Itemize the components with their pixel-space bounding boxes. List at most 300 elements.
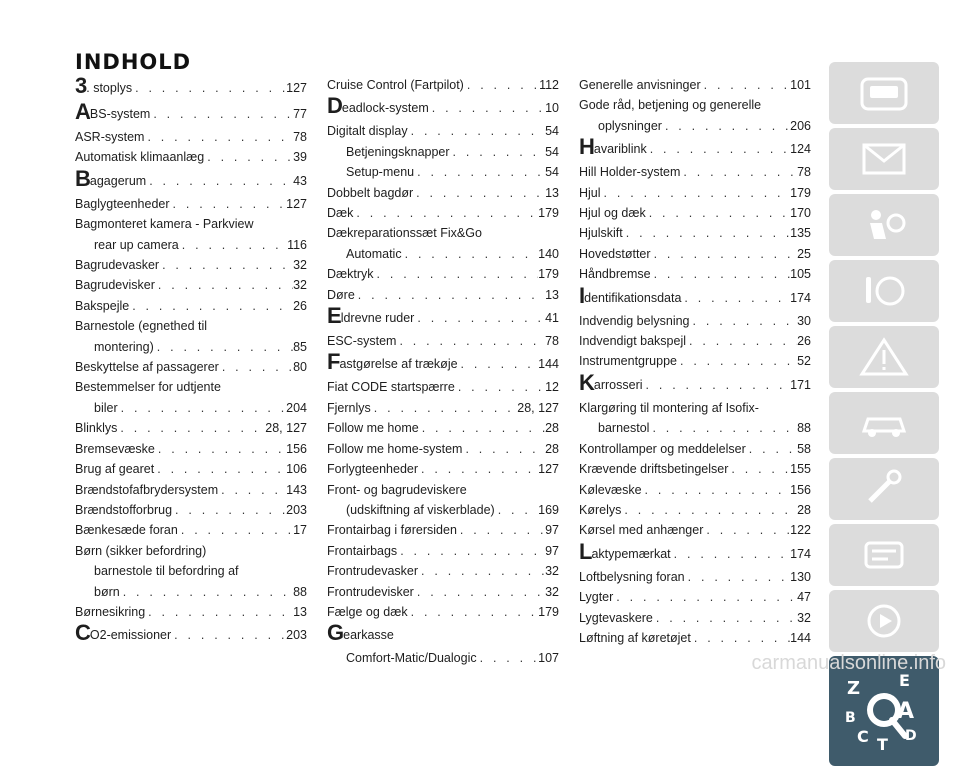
leader-dots <box>154 459 286 479</box>
index-entry <box>327 351 559 377</box>
page-number: 30 <box>797 313 811 328</box>
tools-icon <box>856 467 912 511</box>
index-entry-term: Bremsevæske <box>75 441 155 456</box>
index-entry-term: Setup-menu <box>346 165 415 180</box>
tab-maintenance[interactable] <box>829 392 939 454</box>
page-number: 140 <box>538 246 559 261</box>
index-entry-term: Instrumentgruppe <box>579 354 677 369</box>
index-entry-term: Digitalt display <box>327 124 408 139</box>
leader-dots <box>170 194 287 214</box>
page-number: 32 <box>797 610 811 625</box>
leader-dots <box>681 285 790 311</box>
page-number: 97 <box>545 523 559 538</box>
index-entry-term: Håndbremse <box>579 267 651 282</box>
page-number: 32 <box>545 564 559 579</box>
leader-dots <box>414 582 545 602</box>
page-number: 204 <box>286 400 307 415</box>
page-number: 32 <box>293 278 307 293</box>
leader-dots <box>178 520 293 540</box>
index-entry-text: aktypemærkat <box>591 546 671 561</box>
tab-dashboard[interactable] <box>829 62 939 124</box>
leader-dots <box>120 582 293 602</box>
leader-dots <box>477 648 539 668</box>
index-entry-term: Indvendigt bakspejl <box>579 334 687 349</box>
leader-dots <box>455 377 545 397</box>
index-entry-term: ASR-system <box>75 130 145 144</box>
page-number: 17 <box>293 523 307 538</box>
index-entry <box>327 459 559 479</box>
index-entry-text: BS-system <box>89 107 151 121</box>
index-entry <box>327 602 559 622</box>
index-entry <box>327 582 559 602</box>
page-number: 203 <box>286 628 307 643</box>
index-entry <box>579 541 811 567</box>
index-entry-term: Beskyttelse af passagerer <box>75 360 219 375</box>
leader-dots <box>155 439 286 459</box>
index-entry-term: Kølevæske <box>579 482 642 497</box>
index-entry-term: Dæk <box>327 206 354 221</box>
index-entry <box>75 255 307 275</box>
page-number: 28 <box>545 421 559 436</box>
tab-emergency[interactable] <box>829 326 939 388</box>
index-entry-term: Hjulskift <box>579 226 623 241</box>
tab-safety[interactable] <box>829 194 939 256</box>
page-number: 52 <box>797 354 811 369</box>
leader-dots <box>179 235 287 255</box>
page-number: 43 <box>293 173 307 188</box>
leader-dots <box>418 561 545 581</box>
leader-dots <box>418 459 538 479</box>
index-column-3 <box>579 75 811 648</box>
page-number: 179 <box>538 267 559 282</box>
page-number: 32 <box>545 584 559 599</box>
index-entry <box>579 331 811 351</box>
index-entry <box>579 351 811 371</box>
page-number: 170 <box>790 206 811 221</box>
page-number: 28, 127 <box>265 421 307 436</box>
leader-dots <box>150 101 293 127</box>
index-letter-z: Z <box>847 678 861 699</box>
index-entry-text: eadlock-system <box>341 101 429 116</box>
index-az-icon <box>839 668 929 754</box>
index-entry <box>327 398 559 418</box>
page-number: 122 <box>790 523 811 538</box>
index-entry <box>579 75 811 95</box>
leader-dots <box>703 520 790 540</box>
leader-dots <box>649 418 797 438</box>
index-letter: A <box>75 101 90 124</box>
page-number: 26 <box>293 298 307 313</box>
index-entry-text: Børn (sikker befordring) <box>75 543 207 558</box>
index-entry <box>579 116 811 136</box>
leader-dots <box>172 500 286 520</box>
leader-dots <box>623 223 790 243</box>
index-entry <box>579 480 811 500</box>
index-letter: H <box>579 136 594 160</box>
index-entry <box>75 168 307 194</box>
leader-dots <box>129 296 293 316</box>
envelope-check-icon <box>856 137 912 181</box>
index-entry-term: Bagrudevisker <box>75 278 155 293</box>
page-number: 105 <box>790 267 811 282</box>
page-number: 28, 127 <box>517 400 559 415</box>
index-entry <box>327 520 559 540</box>
index-entry-term <box>75 168 146 194</box>
leader-dots <box>662 116 790 136</box>
page-number: 127 <box>286 81 307 95</box>
index-entry <box>327 183 559 203</box>
leader-dots <box>408 121 546 141</box>
index-entry <box>327 75 559 95</box>
index-entry-term: montering) <box>94 339 154 354</box>
page-number: 13 <box>545 185 559 200</box>
index-letter: B <box>75 167 90 191</box>
leader-dots <box>374 264 539 284</box>
index-letter-d: D <box>905 728 917 744</box>
index-entry-term: (udskiftning af viskerblade) <box>346 502 495 517</box>
airbag-seat-icon <box>856 203 912 247</box>
index-entry <box>579 223 811 243</box>
index-entry <box>75 101 307 127</box>
page-number: 54 <box>545 165 559 180</box>
page-number: 13 <box>293 604 307 619</box>
index-entry-text: barnestole til befordring af <box>94 564 239 579</box>
leader-dots <box>464 75 539 95</box>
page-number: 179 <box>538 206 559 221</box>
index-entry-term: ESC-system <box>327 334 397 349</box>
tab-technical[interactable] <box>829 458 939 520</box>
index-entry-term: Hjul <box>579 185 601 200</box>
index-entry-text: Bagmonteret kamera - Parkview <box>75 217 254 232</box>
index-entry <box>579 500 811 520</box>
index-entry <box>579 162 811 182</box>
index-entry <box>579 608 811 628</box>
leader-dots <box>621 500 797 520</box>
page-number: 144 <box>790 630 811 645</box>
page-number: 156 <box>286 441 307 456</box>
leader-dots <box>218 480 286 500</box>
index-entry-text: earkasse <box>343 628 394 643</box>
leader-dots <box>219 357 293 377</box>
leader-dots <box>495 500 538 520</box>
index-entry-term: barnestol <box>598 421 650 436</box>
index-entry <box>75 459 307 479</box>
leader-dots <box>691 628 790 648</box>
index-entry-term <box>579 541 671 567</box>
leader-dots <box>204 147 293 167</box>
index-letter: D <box>327 95 342 119</box>
leader-dots <box>145 602 293 622</box>
index-entry <box>327 648 559 668</box>
index-entry <box>327 285 559 305</box>
index-entry-term: Bænkesæde foran <box>75 523 178 538</box>
leader-dots <box>144 127 293 147</box>
car-dashboard-icon <box>856 71 912 115</box>
page-number: 144 <box>538 357 559 372</box>
index-entry <box>579 628 811 648</box>
page-number: 54 <box>545 124 559 139</box>
leader-dots <box>154 337 293 357</box>
index-letter: G <box>327 620 344 646</box>
page-number: 88 <box>293 584 307 599</box>
index-letter-heading <box>327 622 559 648</box>
page-number: 88 <box>797 421 811 436</box>
index-entry-term: Frontrudevasker <box>327 564 419 579</box>
index-entry-text: Barnestole (egnethed til <box>75 319 208 334</box>
car-specs-icon <box>856 533 912 577</box>
index-entry <box>75 602 307 622</box>
index-entry-term: Dobbelt bagdør <box>327 185 414 200</box>
index-entry <box>75 398 307 418</box>
leader-dots <box>353 203 538 223</box>
page-number: 54 <box>545 144 559 159</box>
index-entry-term: Hjul og dæk <box>579 206 646 221</box>
index-entry-term: Kørsel med anhænger <box>579 523 704 538</box>
index-entry-term: Brændstofforbrug <box>75 502 173 517</box>
index-entry-term: Frontrudevisker <box>327 584 414 599</box>
index-entry-term: Automatic <box>346 246 402 261</box>
index-entry-text: astgørelse af trækøje <box>339 357 458 372</box>
page-number: 127 <box>286 196 307 211</box>
page-number: 174 <box>790 290 811 305</box>
leader-dots <box>408 602 539 622</box>
index-entry <box>327 439 559 459</box>
leader-dots <box>171 622 286 648</box>
index-entry <box>579 439 811 459</box>
index-entry-term: Fiat CODE startspærre <box>327 380 455 395</box>
index-entry-term: Frontairbags <box>327 543 398 558</box>
index-entry-text: agagerum <box>89 173 147 188</box>
leader-dots <box>396 331 545 351</box>
index-entry <box>327 561 559 581</box>
index-entry-text: dentifikationsdata <box>584 290 682 305</box>
leader-dots <box>457 520 545 540</box>
index-entry-term <box>579 136 647 162</box>
watermark: carmanualsonline.info <box>751 652 946 674</box>
index-entry-term: Bagrudevasker <box>75 258 160 273</box>
index-entry-term: Fjernlys <box>327 400 371 415</box>
index-entry-term <box>75 622 171 648</box>
index-entry-text: . stoplys <box>86 81 133 95</box>
page-number: 78 <box>293 130 307 144</box>
page-number: 101 <box>790 78 811 92</box>
index-entry-term: biler <box>94 400 118 415</box>
index-entry <box>579 587 811 607</box>
tab-specs[interactable] <box>829 524 939 586</box>
index-entry-term: Follow me home <box>327 421 419 436</box>
index-entry <box>75 418 307 438</box>
index-entry <box>75 127 307 147</box>
index-entry-term: Loftbelysning foran <box>579 569 685 584</box>
leader-dots <box>646 203 790 223</box>
leader-dots <box>601 183 791 203</box>
index-entry <box>579 244 811 264</box>
page-number: 13 <box>545 287 559 302</box>
index-entry-term: Kørelys <box>579 502 622 517</box>
index-entry-term: Løftning af køretøjet <box>579 630 691 645</box>
page-number: 97 <box>545 543 559 558</box>
index-entry <box>75 500 307 520</box>
leader-dots <box>643 372 791 398</box>
leader-dots <box>146 168 293 194</box>
index-entry <box>75 235 307 255</box>
page-number: 78 <box>545 334 559 349</box>
page-number: 26 <box>797 334 811 349</box>
key-steering-wheel-icon <box>856 269 912 313</box>
index-entry-term: Betjeningsknapper <box>346 144 450 159</box>
index-entry-text: arrosseri <box>593 377 643 392</box>
page-title: INDHOLD <box>75 50 192 74</box>
leader-dots <box>685 567 791 587</box>
index-entry-term: Lygtevaskere <box>579 610 653 625</box>
index-entry <box>75 337 307 357</box>
page-number: 116 <box>287 237 307 252</box>
index-entry <box>327 162 559 182</box>
index-entry-term <box>579 285 681 311</box>
index-entry-term: Indvendig belysning <box>579 313 690 328</box>
page-number: 203 <box>286 502 307 517</box>
page-number: 112 <box>539 78 559 92</box>
index-entry <box>579 567 811 587</box>
index-entry-term <box>327 95 429 121</box>
index-entry <box>579 372 811 398</box>
page-number: 28 <box>545 441 559 456</box>
index-entry-term: Comfort-Matic/Dualogic <box>346 651 477 666</box>
index-entry-term: Hill Holder-system <box>579 165 681 180</box>
index-entry-text: avariblink <box>593 142 647 157</box>
page-number: 169 <box>538 502 559 517</box>
leader-dots <box>402 244 539 264</box>
leader-dots <box>677 351 797 371</box>
page-number: 12 <box>545 380 559 395</box>
page-number: 155 <box>790 462 811 477</box>
index-entry <box>75 296 307 316</box>
index-entry <box>327 541 559 561</box>
page-number: 179 <box>538 604 559 619</box>
car-service-icon <box>856 401 912 445</box>
index-letter-t: T <box>877 735 888 754</box>
index-entry <box>327 121 559 141</box>
index-column-2 <box>327 75 559 669</box>
page-number: 179 <box>790 185 811 200</box>
tab-starting[interactable] <box>829 260 939 322</box>
index-entry <box>327 142 559 162</box>
page-number: 85 <box>293 339 307 354</box>
leader-dots <box>651 264 791 284</box>
index-entry-term: Døre <box>327 287 355 302</box>
index-entry-term: Hovedstøtter <box>579 246 651 261</box>
index-entry-term <box>75 101 150 127</box>
page-number: 47 <box>797 590 811 605</box>
leader-dots <box>647 136 790 162</box>
leader-dots <box>746 439 797 459</box>
page-number: 32 <box>293 258 307 273</box>
index-entry <box>579 418 811 438</box>
index-entry <box>327 331 559 351</box>
index-entry <box>75 622 307 648</box>
leader-dots <box>686 331 797 351</box>
index-letter: 3 <box>75 75 87 98</box>
index-entry-term: oplysninger <box>598 118 662 133</box>
page-number: 127 <box>538 462 559 477</box>
index-entry <box>327 203 559 223</box>
leader-dots <box>413 183 545 203</box>
page-number: 10 <box>545 101 559 116</box>
index-entry-term: Blinklys <box>75 421 118 436</box>
leader-dots <box>680 162 797 182</box>
leader-dots <box>671 541 790 567</box>
index-letter-e: E <box>899 671 910 690</box>
index-entry <box>327 305 559 331</box>
index-entry <box>579 311 811 331</box>
tab-messages[interactable] <box>829 128 939 190</box>
page-number: 39 <box>293 150 307 165</box>
leader-dots <box>458 351 539 377</box>
index-entry <box>75 147 307 167</box>
index-entry-text: O2-emissioner <box>89 628 172 643</box>
index-entry-term: Cruise Control (Fartpilot) <box>327 78 464 92</box>
leader-dots <box>450 142 546 162</box>
index-entry <box>327 500 559 520</box>
index-letter-c: C <box>857 727 869 746</box>
index-entry-text: Bestemmelser for udtjente <box>75 380 221 395</box>
index-entry-text: Dækreparationssæt Fix&Go <box>327 226 482 241</box>
index-letter: K <box>579 371 594 395</box>
page-number: 28 <box>797 502 811 517</box>
index-entry <box>75 275 307 295</box>
page-number: 107 <box>538 651 559 666</box>
index-entry-term: Forlygteenheder <box>327 462 419 477</box>
index-entry <box>327 418 559 438</box>
index-entry-term: børn <box>94 584 120 599</box>
index-entry-text: Front- og bagrudeviskere <box>327 482 467 497</box>
index-letter-a: A <box>897 699 915 724</box>
media-icon <box>856 599 912 643</box>
page-number: 156 <box>790 482 811 497</box>
leader-dots <box>642 480 791 500</box>
page-number: 171 <box>790 377 811 392</box>
index-entry <box>75 75 307 101</box>
leader-dots <box>653 608 797 628</box>
leader-dots <box>397 541 545 561</box>
tab-media[interactable] <box>829 590 939 652</box>
page-number: 41 <box>545 311 559 326</box>
leader-dots <box>117 418 265 438</box>
leader-dots <box>651 244 798 264</box>
index-entry <box>579 264 811 284</box>
leader-dots <box>429 95 545 121</box>
index-entry-term: Dæktryk <box>327 267 374 282</box>
page-number: 124 <box>790 142 811 157</box>
index-entry-term: Brændstofafbrydersystem <box>75 482 219 497</box>
page-number: 80 <box>293 360 307 375</box>
index-entry-term: Krævende driftsbetingelser <box>579 462 729 477</box>
index-entry-term <box>579 372 643 398</box>
index-entry-term: Follow me home-system <box>327 441 463 456</box>
index-column-1 <box>75 75 307 648</box>
index-entry <box>579 459 811 479</box>
index-entry-term: rear up camera <box>94 237 179 252</box>
index-entry-term <box>75 75 132 101</box>
leader-dots <box>728 459 790 479</box>
index-entry-term: Fælge og dæk <box>327 604 408 619</box>
leader-dots <box>371 398 518 418</box>
index-entry-term: Baglygteenheder <box>75 196 170 211</box>
index-entry-term: Lygter <box>579 590 614 605</box>
index-entry <box>75 582 307 602</box>
index-letter: C <box>75 622 90 646</box>
index-entry-term: Kontrollamper og meddelelser <box>579 441 746 456</box>
